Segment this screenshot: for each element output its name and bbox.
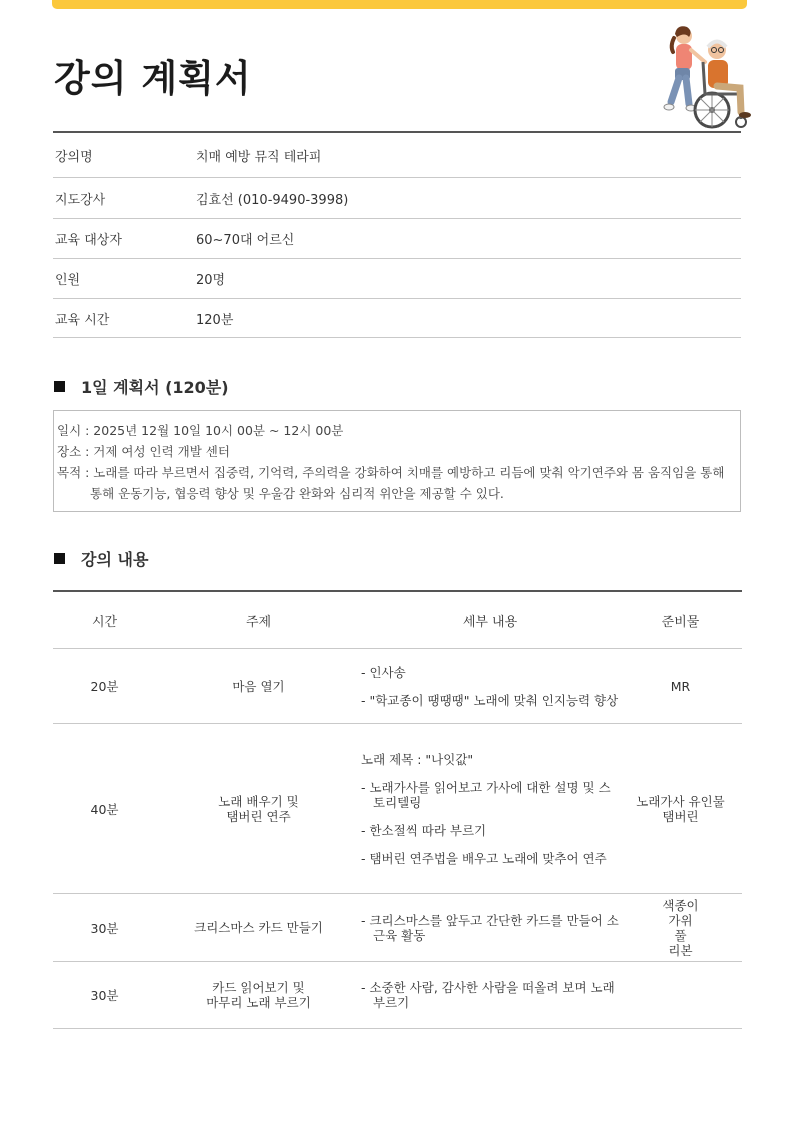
- row-topic: [156, 649, 361, 723]
- table-row: [53, 962, 742, 1029]
- info-row-course-name: [53, 133, 741, 178]
- prep-item: 노래가사 유인물: [636, 793, 725, 809]
- prep-item: 색종이: [662, 897, 699, 913]
- info-value: 치매 예방 뮤직 테라피: [196, 149, 322, 165]
- row-topic: [156, 724, 361, 893]
- info-row-headcount: [53, 259, 741, 299]
- info-label: 교육 대상자: [55, 233, 122, 248]
- prep-item: 가위: [668, 912, 693, 928]
- prep-item: MR: [670, 678, 691, 694]
- row-detail: [361, 724, 619, 893]
- row-time: 30분: [90, 988, 119, 1003]
- detail-item: - 크리스마스를 앞두고 간단한 카드를 만들어 소근육 활동: [361, 912, 619, 943]
- row-time: 30분: [90, 920, 119, 936]
- content-heading-text: 강의 내용: [81, 550, 149, 569]
- topic-line: 카드 읽어보기 및: [212, 980, 305, 995]
- topic-line: 마음 열기: [232, 678, 285, 694]
- table-header-row: [53, 592, 742, 649]
- plan-date: 일시 : 2025년 12월 10일 10시 00분 ~ 12시 00분: [57, 423, 344, 438]
- row-time: 20분: [90, 679, 119, 694]
- header-time: 시간: [91, 614, 118, 630]
- header-topic: 주제: [245, 614, 272, 630]
- detail-item: - "학교종이 땡땡땡" 노래에 맞춰 인지능력 향상: [361, 692, 619, 708]
- lecture-content-table: [53, 590, 742, 1029]
- plan-place: 장소 : 거제 여성 인력 개발 센터: [57, 444, 230, 459]
- row-time: 40분: [90, 801, 119, 817]
- row-detail: [361, 962, 619, 1028]
- detail-item: - 인사송: [361, 664, 406, 680]
- row-prep: [619, 724, 742, 893]
- info-label: 인원: [55, 273, 81, 288]
- plan-purpose-continued: 통해 운동기능, 협응력 향상 및 우울감 완화와 심리적 위안을 제공할 수 있다.: [90, 486, 504, 501]
- info-label: 강의명: [55, 149, 93, 165]
- prep-item: 풀: [674, 927, 687, 943]
- row-prep: [619, 649, 742, 723]
- plan-purpose: 목적 : 노래를 따라 부르면서 집중력, 기억력, 주의력을 강화하여 치매를 예방하고 리듬에 맞춰 악기연주와 몸 움직임을 통해: [57, 465, 725, 480]
- detail-item: - 노래가사를 읽어보고 가사에 대한 설명 및 스토리텔링: [361, 779, 611, 810]
- top-accent-bar: [52, 0, 747, 9]
- song-title: 노래 제목 : "나잇값": [361, 751, 474, 767]
- plan-section-heading: [54, 375, 229, 398]
- row-prep: [619, 962, 742, 1028]
- prep-item: 리본: [668, 942, 693, 958]
- info-value: 60~70대 어르신: [196, 233, 295, 248]
- table-row: [53, 724, 742, 894]
- detail-item: - 소중한 사람, 감사한 사람을 떠올려 보며 노래부르기: [361, 980, 615, 1010]
- daily-plan-box: [53, 410, 741, 512]
- detail-item: - 한소절씩 따라 부르기: [361, 822, 487, 838]
- row-prep: [619, 894, 742, 961]
- document-title: 강의 계획서: [54, 57, 252, 100]
- course-info-table: [53, 131, 741, 338]
- row-detail: [361, 894, 619, 961]
- caregiver-wheelchair-illustration: [655, 22, 751, 132]
- row-detail: [361, 649, 619, 723]
- info-row-duration: [53, 299, 741, 338]
- row-topic: [156, 894, 361, 961]
- prep-item: 탬버린: [662, 808, 699, 824]
- info-label: 교육 시간: [55, 312, 110, 328]
- header-detail: 세부 내용: [462, 614, 518, 630]
- info-label: 지도강사: [55, 192, 106, 208]
- content-section-heading: [54, 547, 148, 570]
- info-value: 20명: [196, 273, 226, 288]
- info-value: 김효선 (010-9490-3998): [196, 192, 349, 208]
- info-value: 120분: [196, 312, 234, 328]
- square-bullet-icon: [54, 381, 65, 392]
- header-prep: 준비물: [661, 614, 700, 630]
- square-bullet-icon: [54, 553, 65, 564]
- detail-item: - 탬버린 연주법을 배우고 노래에 맞추어 연주: [361, 850, 607, 866]
- plan-heading-text: 1일 계획서 (120분): [81, 378, 229, 397]
- topic-line: 크리스마스 카드 만들기: [194, 920, 323, 935]
- topic-line: 탬버린 연주: [226, 808, 291, 824]
- topic-line: 마무리 노래 부르기: [206, 995, 311, 1010]
- row-topic: [156, 962, 361, 1028]
- table-row: [53, 649, 742, 724]
- table-row: [53, 894, 742, 962]
- info-row-instructor: [53, 178, 741, 219]
- info-row-target: [53, 219, 741, 259]
- topic-line: 노래 배우기 및: [218, 793, 299, 809]
